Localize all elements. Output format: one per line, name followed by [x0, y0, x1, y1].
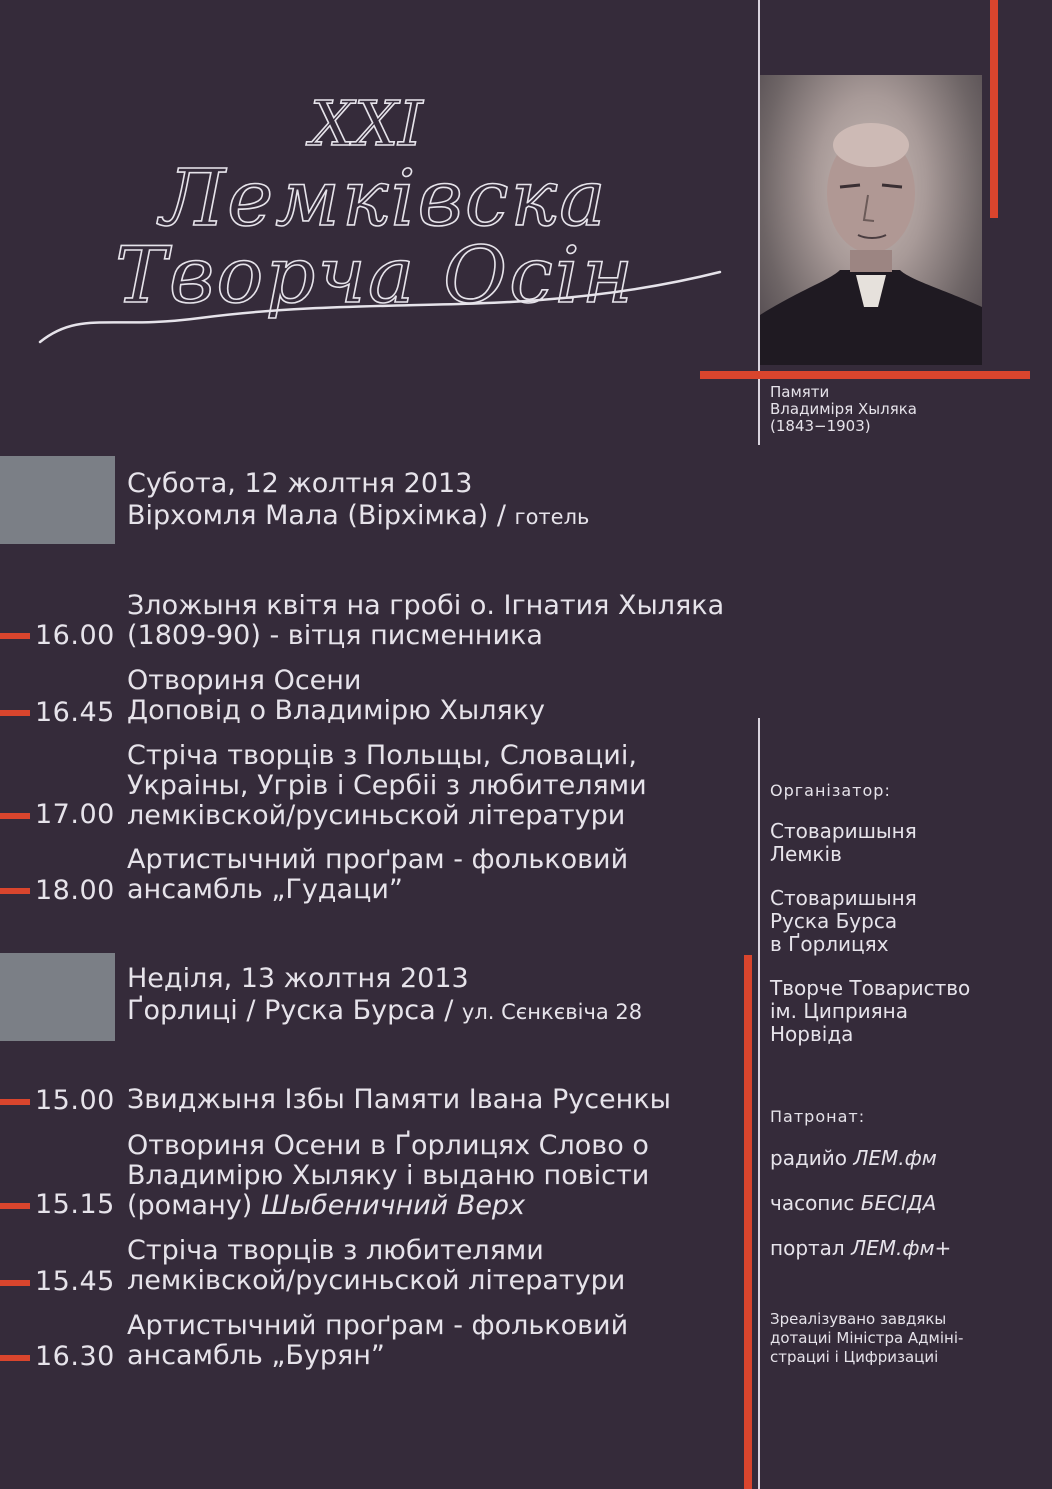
event-description: [127, 1311, 628, 1371]
patron-prefix: портал: [770, 1236, 852, 1260]
organizer-line: ім. Циприяна: [770, 999, 909, 1023]
organizer-1: [770, 820, 917, 866]
event-time: 15.00: [35, 1085, 115, 1116]
day2-marker-box: [0, 953, 115, 1041]
event-line: Стріча творців з Польщы, Словациі,: [127, 740, 637, 771]
event-description: [127, 1085, 671, 1115]
caption-line: Владиміря Хыляка: [770, 400, 917, 418]
patron-name: БЕСІДА: [860, 1191, 937, 1215]
day1-place-main: Вірхомля Мала (Вірхімка) /: [127, 500, 515, 531]
patrons-label: Патронат:: [770, 1107, 866, 1126]
caption-line: (1843−1903): [770, 417, 871, 435]
red-vertical-bar-bottom: [744, 955, 752, 1489]
day1-venue: готель: [514, 505, 590, 529]
organizer-line: Руска Бурса: [770, 909, 898, 933]
organizer-line: Норвіда: [770, 1022, 854, 1046]
event-time: 16.45: [35, 697, 115, 728]
event-description: [127, 1131, 649, 1221]
event-dash: [0, 1203, 30, 1209]
right-column-rule: [758, 718, 760, 1489]
event-line: лемківской/русиньской літератури: [127, 1265, 626, 1296]
event-time: 15.45: [35, 1266, 115, 1297]
red-vertical-bar-top: [990, 0, 998, 218]
event-line: Артистычний проґрам - фольковий: [127, 844, 629, 875]
event-line: Зложыня квітя на гробі о. Ігнатия Хыляка: [127, 590, 725, 621]
event-dash: [0, 813, 30, 819]
event-line-plain: (роману): [127, 1190, 261, 1221]
event-description: [127, 1236, 625, 1296]
event-line: Стріча творців з любителями: [127, 1235, 544, 1266]
book-title: Шыбеничний Верх: [260, 1190, 526, 1221]
event-line: Артистычний проґрам - фольковий: [127, 1310, 629, 1341]
organizer-2: [770, 887, 917, 956]
event-time: 16.00: [35, 620, 115, 651]
event-description: [127, 666, 545, 726]
patron-name: ЛЕМ.фм+: [851, 1236, 952, 1260]
organizer-line: Лемків: [770, 842, 842, 866]
title-line2: Лемківска: [160, 154, 608, 244]
day1-date: Субота, 12 жолтня 2013: [127, 468, 473, 499]
event-line: [127, 1191, 649, 1221]
event-line: Отвориня Осени в Ґорлицях Слово о: [127, 1130, 649, 1161]
event-description: [127, 845, 628, 905]
patron-prefix: часопис: [770, 1191, 861, 1215]
organizer-3: [770, 977, 970, 1046]
event-time: 15.15: [35, 1189, 115, 1220]
event-line: Доповід о Владимірю Хыляку: [127, 695, 546, 726]
funding-line: страциі і Цифризациі: [770, 1348, 939, 1366]
event-line: Звиджыня Ізбы Памяти Івана Русенкы: [127, 1084, 671, 1115]
patron-magazine: [770, 1192, 936, 1215]
event-line: ансамбль „Бурян”: [127, 1340, 385, 1371]
patron-name: ЛЕМ.фм: [853, 1146, 937, 1170]
organizers-label: Організатор:: [770, 781, 891, 800]
event-line: Отвориня Осени: [127, 665, 362, 696]
event-time: 17.00: [35, 799, 115, 830]
portrait-photo: [760, 75, 982, 365]
event-dash: [0, 1355, 30, 1361]
event-time: 16.30: [35, 1341, 115, 1372]
funding-line: Зреалізувано завдякы: [770, 1310, 947, 1328]
event-description: [127, 591, 724, 651]
event-line: ансамбль „Гудаци”: [127, 874, 403, 905]
event-dash: [0, 888, 30, 894]
day2-venue: ул. Сєнкєвіча 28: [461, 1000, 643, 1024]
day1-place: [127, 500, 589, 531]
red-horizontal-bar: [700, 371, 1030, 379]
day2-date: Неділя, 13 жолтня 2013: [127, 963, 469, 994]
event-line: Украіны, Угрів і Сербіі з любителями: [127, 770, 647, 801]
patron-prefix: радийо: [770, 1146, 854, 1170]
patron-radio: [770, 1147, 937, 1170]
event-line: Владимірю Хыляку і выданю повісти: [127, 1160, 650, 1191]
day2-place-main: Ґорлиці / Руска Бурса /: [127, 995, 462, 1026]
event-dash: [0, 710, 30, 716]
title-line3: Творча Осін: [115, 231, 636, 321]
event-dash: [0, 1099, 30, 1105]
event-time: 18.00: [35, 875, 115, 906]
title-line1: XXI: [310, 87, 423, 160]
caption-line: Памяти: [770, 383, 830, 401]
day1-marker-box: [0, 456, 115, 544]
festival-title: [20, 60, 740, 380]
day2-place: [127, 995, 642, 1026]
portrait-caption: [770, 384, 917, 435]
organizer-line: в Ґорлицях: [770, 932, 889, 956]
event-description: [127, 741, 647, 831]
patron-portal: [770, 1237, 951, 1260]
organizer-line: Творче Товариство: [770, 976, 971, 1000]
event-line: (1809-90) - вітця писменника: [127, 620, 543, 651]
event-line: лемківской/русиньской літератури: [127, 800, 626, 831]
event-dash: [0, 1280, 30, 1286]
event-dash: [0, 633, 30, 639]
organizer-line: Стоваришыня: [770, 819, 917, 843]
funding-note: [770, 1310, 963, 1367]
organizer-line: Стоваришыня: [770, 886, 917, 910]
funding-line: дотациі Міністра Адміні-: [770, 1329, 964, 1347]
